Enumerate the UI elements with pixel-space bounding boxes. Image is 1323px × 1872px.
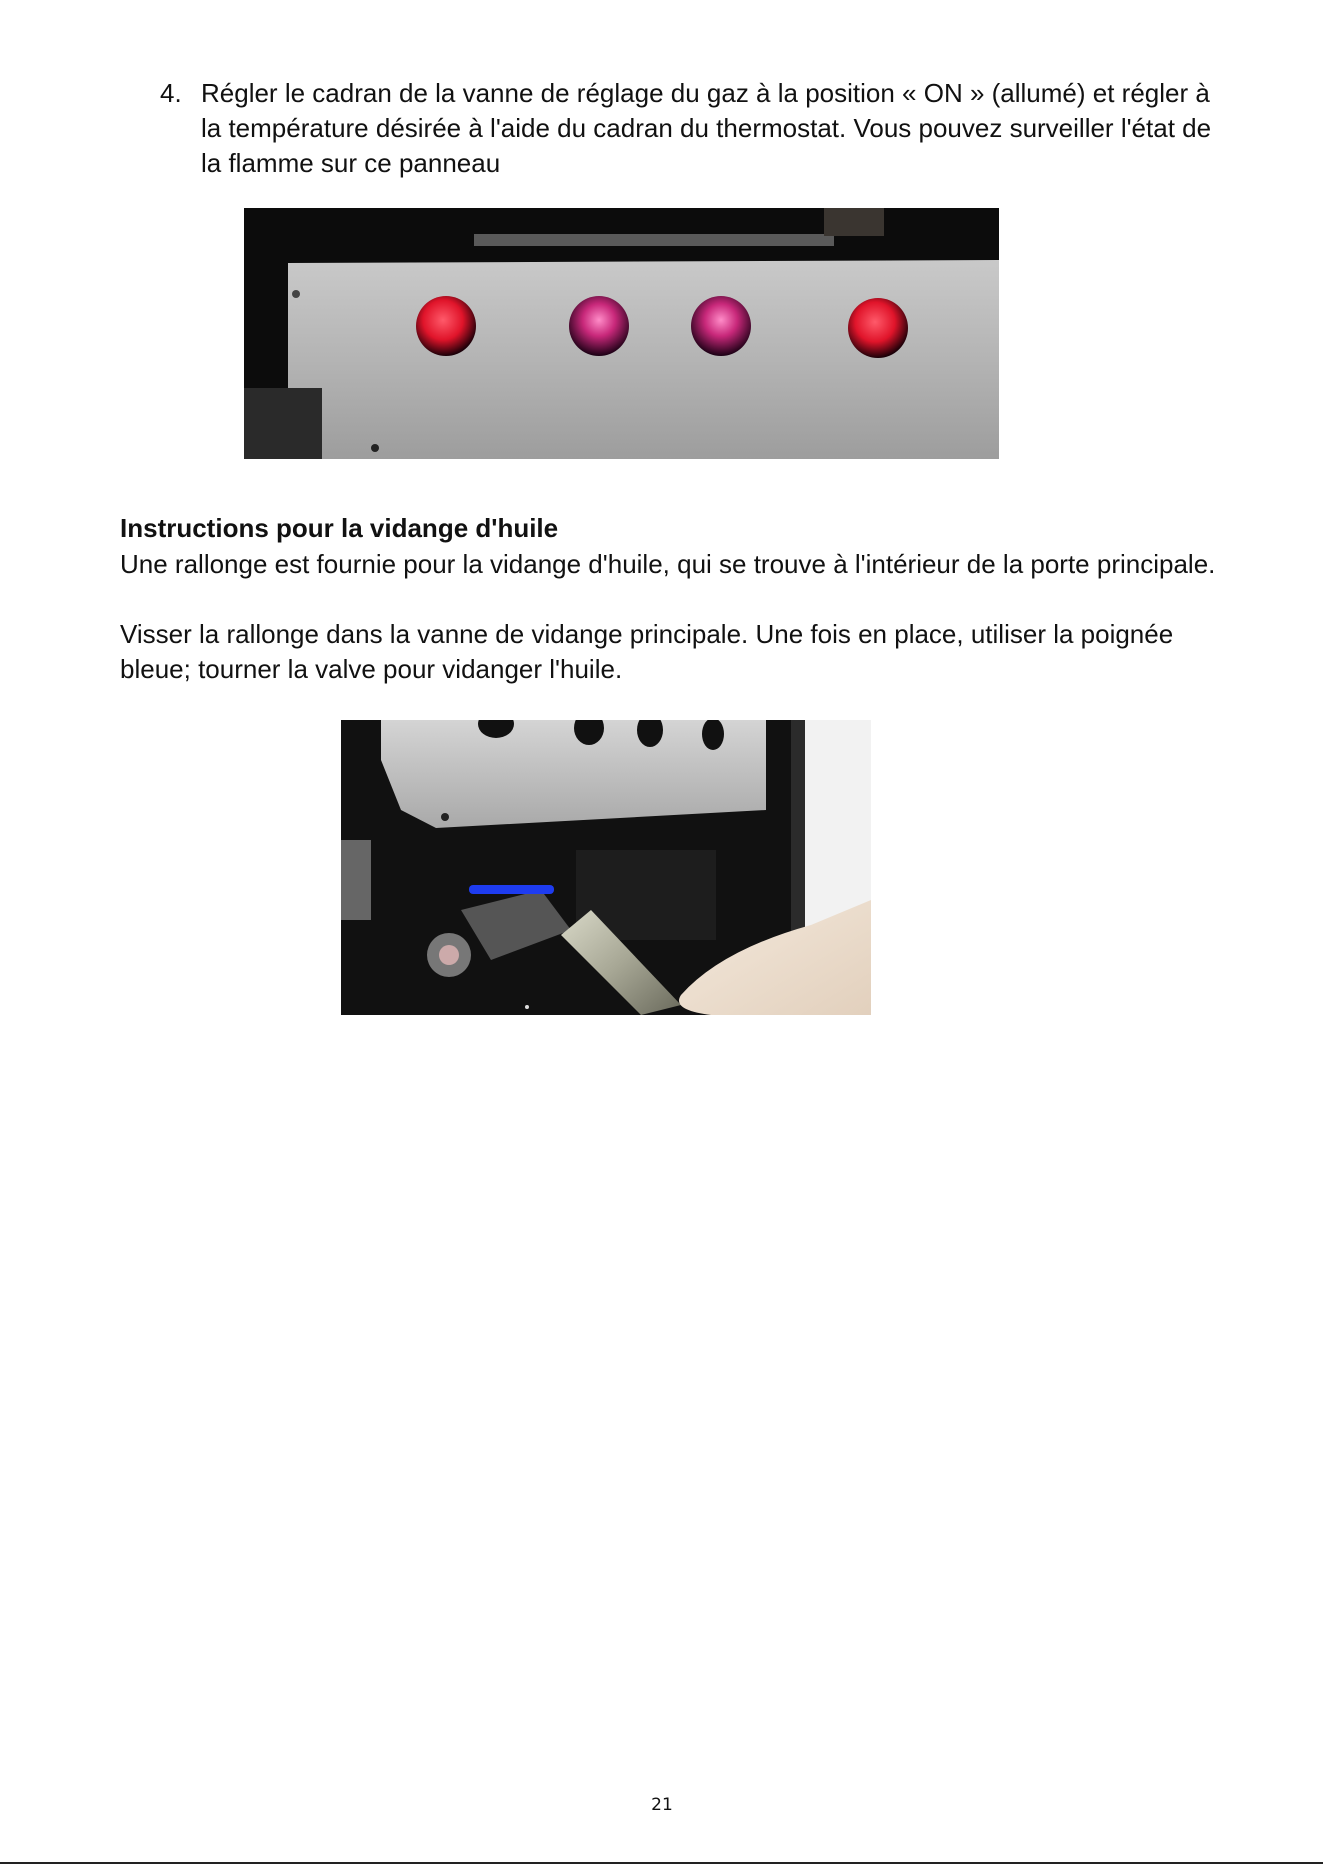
step-number: 4. [160, 78, 182, 108]
page-number: 21 [651, 1795, 673, 1815]
step-text: Régler le cadran de la vanne de réglage du gaz à la position « ON » (allumé) et régler à la température désirée à l'aide du cadran du thermostat. Vous pouvez surveiller l'état de la flamme sur ce panneau [201, 78, 1212, 178]
oil-drain-photo [341, 720, 871, 1015]
flame-panel-photo [244, 208, 999, 459]
section-heading: Instructions pour la vidange d'huile [120, 513, 559, 543]
footer-rule [0, 1862, 1323, 1864]
paragraph-1: Une rallonge est fournie pour la vidange d'huile, qui se trouve à l'intérieur de la porte principale. [120, 549, 1216, 579]
paragraph-2: Visser la rallonge dans la vanne de vidange principale. Une fois en place, utiliser la poignée bleue; tourner la valve pour vidanger l'huile. [120, 619, 1174, 684]
